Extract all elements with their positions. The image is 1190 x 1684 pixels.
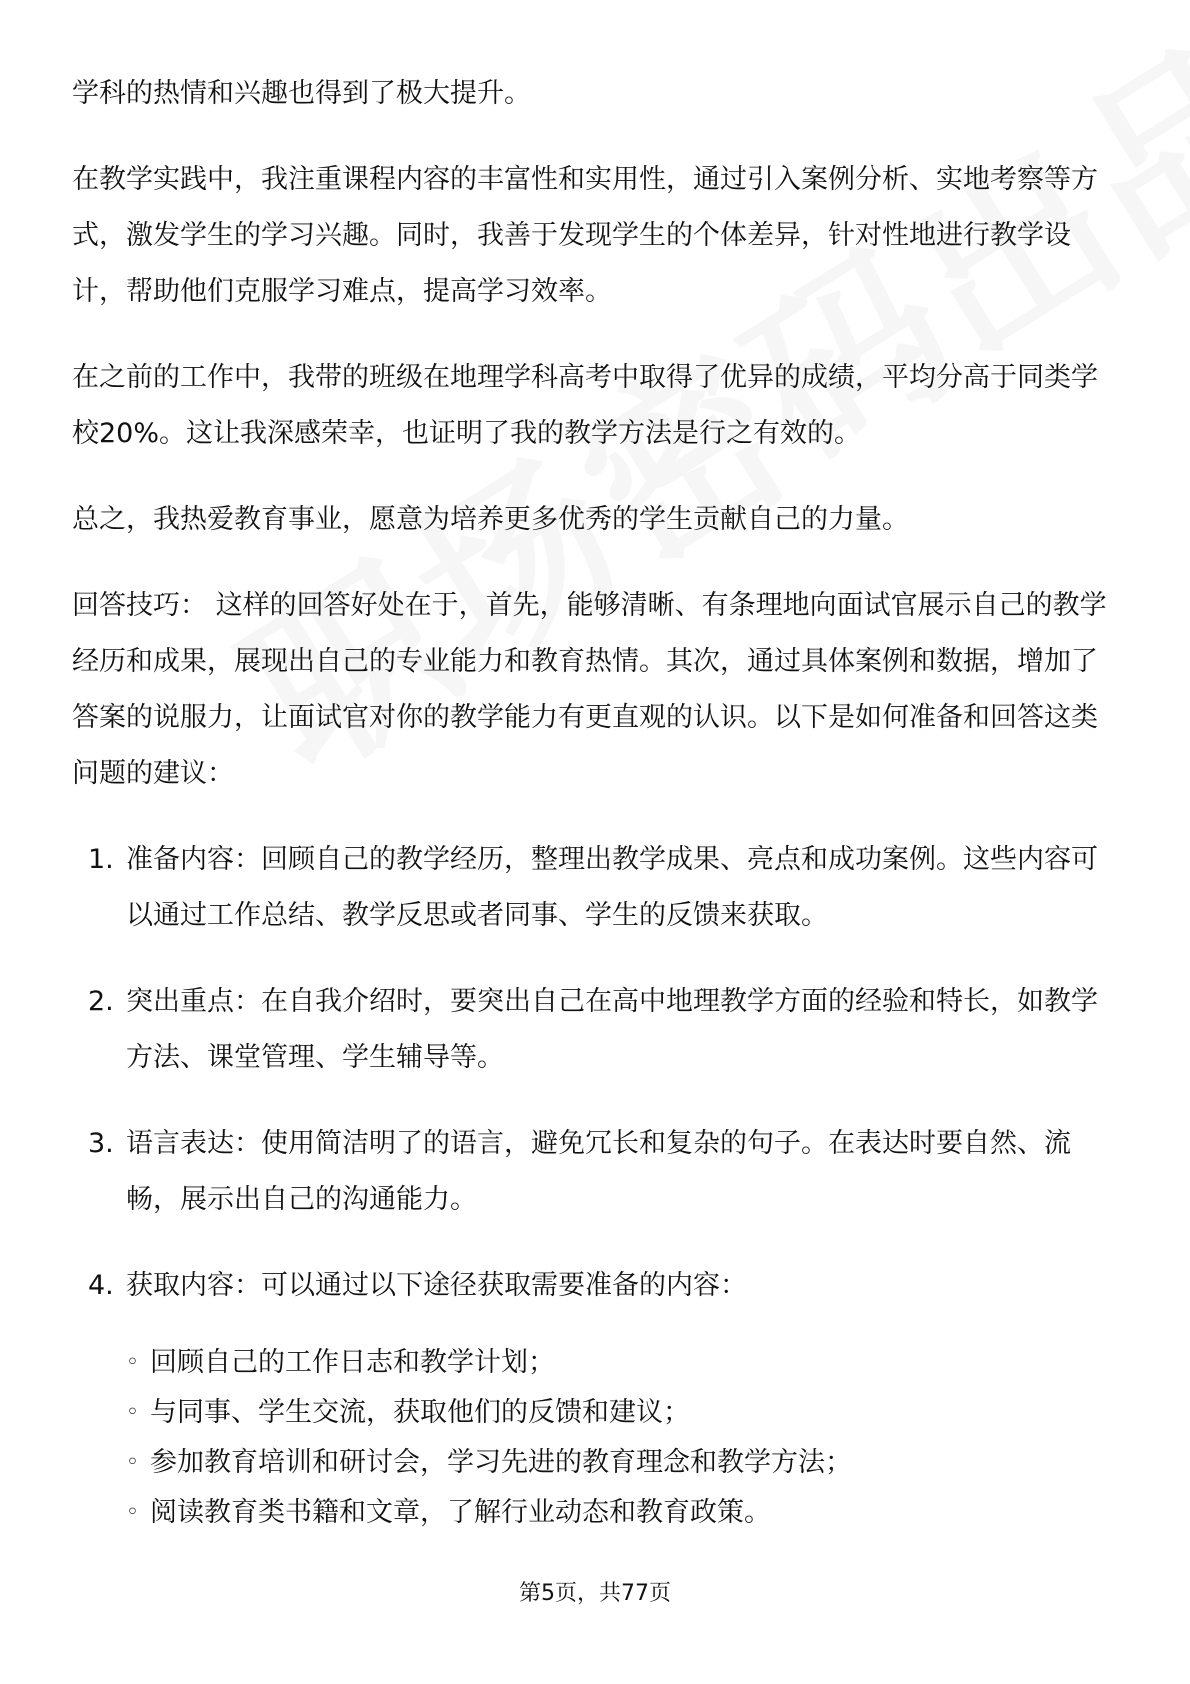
sub-list-item-text: 参加教育培训和研讨会，学习先进的教育理念和教学方法；: [150, 1447, 852, 1478]
sub-list-item-text: 回顾自己的工作日志和教学计划；: [150, 1347, 555, 1378]
answer-tips-paragraph: 回答技巧： 这样的回答好处在于，首先，能够清晰、有条理地向面试官展示自己的教学经历和成果，展现出自己的专业能力和教育热情。其次，通过具体案例和数据，增加了答案的说服力，让面试官对你的教学能力有更直观的认识。以下是如何准备和回答这类问题的建议：: [72, 590, 1107, 789]
numbered-list: [72, 832, 1122, 1538]
hollow-bullet-icon: ◦: [126, 1350, 139, 1375]
page-content: [72, 66, 1122, 1568]
list-item: [72, 832, 1122, 944]
paragraph: 在教学实践中，我注重课程内容的丰富性和实用性，通过引入案例分析、实地考察等方式，激发学生的学习兴趣。同时，我善于发现学生的个体差异，针对性地进行教学设计，帮助他们克服学习难点，提高学习效率。: [72, 164, 1098, 307]
sub-list-item: [126, 1488, 1122, 1538]
list-item: [72, 974, 1122, 1086]
page-footer: 第5页，共77页: [519, 1581, 671, 1606]
list-item: [72, 1258, 1122, 1538]
sub-list-item: [126, 1338, 1122, 1388]
list-item-text: 获取内容：可以通过以下途径获取需要准备的内容：: [126, 1270, 747, 1301]
sub-list-item-text: 阅读教育类书籍和文章，了解行业动态和教育政策。: [150, 1497, 771, 1528]
list-item-number: 2.: [88, 986, 114, 1017]
list-item-text: 突出重点：在自我介绍时，要突出自己在高中地理教学方面的经验和特长，如教学方法、课堂管理、学生辅导等。: [126, 986, 1098, 1073]
list-item-number: 4.: [88, 1270, 114, 1301]
list-item-number: 3.: [88, 1128, 114, 1159]
sub-list-item-text: 与同事、学生交流，获取他们的反馈和建议；: [150, 1397, 690, 1428]
sub-list: [126, 1338, 1122, 1538]
hollow-bullet-icon: ◦: [126, 1400, 139, 1425]
paragraph: 学科的热情和兴趣也得到了极大提升。: [72, 78, 531, 109]
sub-list-item: [126, 1388, 1122, 1438]
list-item: [72, 1116, 1122, 1228]
paragraph: 在之前的工作中，我带的班级在地理学科高考中取得了优异的成绩，平均分高于同类学校20%。这让我深感荣幸，也证明了我的教学方法是行之有效的。: [72, 362, 1098, 449]
sub-list-item: [126, 1438, 1122, 1488]
list-item-text: 准备内容：回顾自己的教学经历，整理出教学成果、亮点和成功案例。这些内容可以通过工作总结、教学反思或者同事、学生的反馈来获取。: [126, 844, 1098, 931]
hollow-bullet-icon: ◦: [126, 1450, 139, 1475]
list-item-number: 1.: [88, 844, 114, 875]
paragraph: 总之，我热爱教育事业，愿意为培养更多优秀的学生贡献自己的力量。: [72, 504, 909, 535]
hollow-bullet-icon: ◦: [126, 1500, 139, 1525]
list-item-text: 语言表达：使用简洁明了的语言，避免冗长和复杂的句子。在表达时要自然、流畅，展示出自己的沟通能力。: [126, 1128, 1071, 1215]
